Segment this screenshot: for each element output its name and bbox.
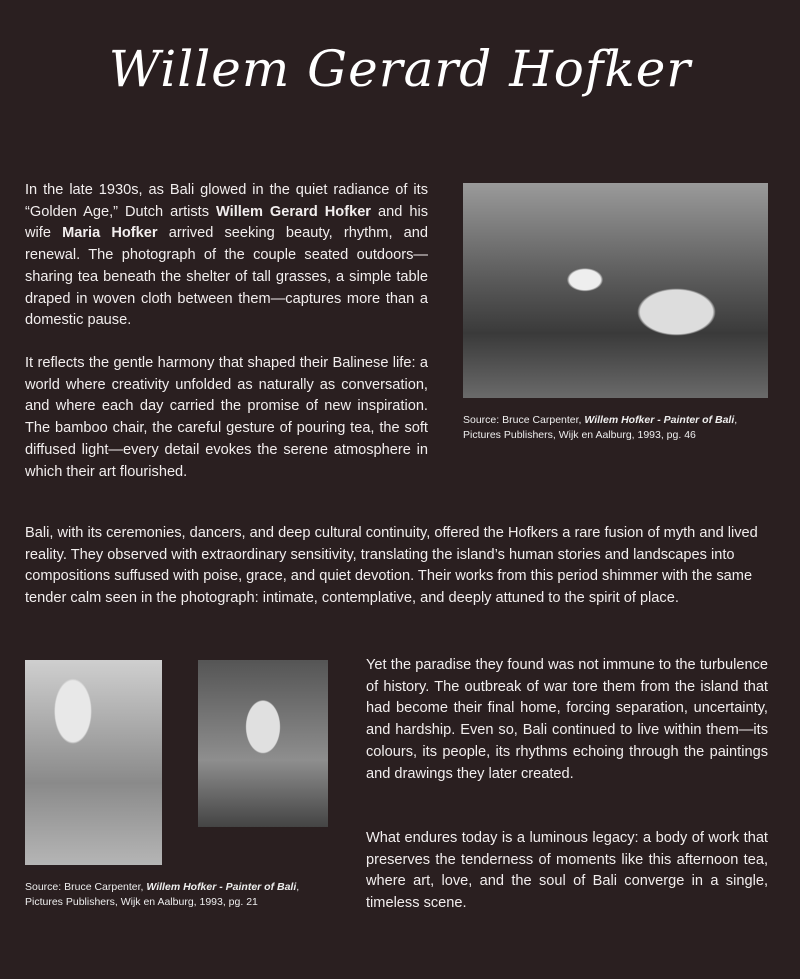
page-title: Willem Gerard Hofker: [108, 40, 692, 98]
book-title: Willem Hofker - Painter of Bali: [584, 414, 735, 426]
harmony-paragraph: It reflects the gentle harmony that shaped their Balinese life: a world where creativity unfolded as naturally as conversation, and where each day carried the promise of new inspiration. The bamboo chair, the careful gesture of pouring tea, the soft diffused light—every detail evokes the serene atmosphere in which their art flourished.: [25, 355, 428, 480]
caption-text: , Pictures Publishers, Wijk en Aalburg, 1993, pg. 21: [25, 881, 300, 908]
maria-portrait-sketch: [198, 660, 328, 827]
caption-text: Source: Bruce Carpenter,: [25, 881, 147, 893]
bali-paragraph: Bali, with its ceremonies, dancers, and deep cultural continuity, offered the Hofkers a rare fusion of myth and lived reality. They observed with extraordinary sensitivity, translating the island’s human stories and landscapes into compositions suffused with poise, grace, and quiet devotion. Their works from this period shimmer with the same tender calm seen in the photograph: intimate, contemplative, and deeply attuned to the spirit of place.: [25, 525, 758, 607]
artist-name: Maria Hofker: [62, 225, 158, 242]
history-paragraph: Yet the paradise they found was not immune to the turbulence of history. The outbreak of war tore them from the island that had become their final home, forcing separation, uncertainty, and hardship. Even so, Bali continued to live within them—its colours, its people, its rhythms echoing through the paintings and drawings they later created.: [366, 657, 768, 782]
legacy-paragraph: What endures today is a luminous legacy: a body of work that preserves the tenderness of moments like this afternoon tea, where art, love, and the soul of Bali converge in a single, timeless scene.: [366, 830, 768, 912]
photo-caption: [463, 413, 737, 443]
intro-paragraph: [25, 180, 428, 332]
willem-portrait-sketch: [25, 660, 162, 865]
text: arrived seeking beauty, rhythm, and renewal. The photograph of the couple seated outdoors—sharing tea beneath the shelter of tall grasses, a simple table draped in woven cloth between them—captures more than a domestic pause.: [25, 225, 428, 329]
artist-name: Willem Gerard Hofker: [216, 203, 371, 220]
caption-text: , Pictures Publishers, Wijk en Aalburg, 1993, pg. 46: [463, 414, 738, 441]
caption-text: Source: Bruce Carpenter,: [463, 414, 585, 426]
text: and his wife: [25, 203, 428, 242]
text: In the late 1930s, as Bali glowed in the quiet radiance of its “Golden Age,” Dutch artists: [25, 182, 428, 220]
tea-photograph: [463, 183, 768, 398]
sketch-caption: [25, 880, 299, 910]
book-title: Willem Hofker - Painter of Bali: [146, 881, 297, 893]
